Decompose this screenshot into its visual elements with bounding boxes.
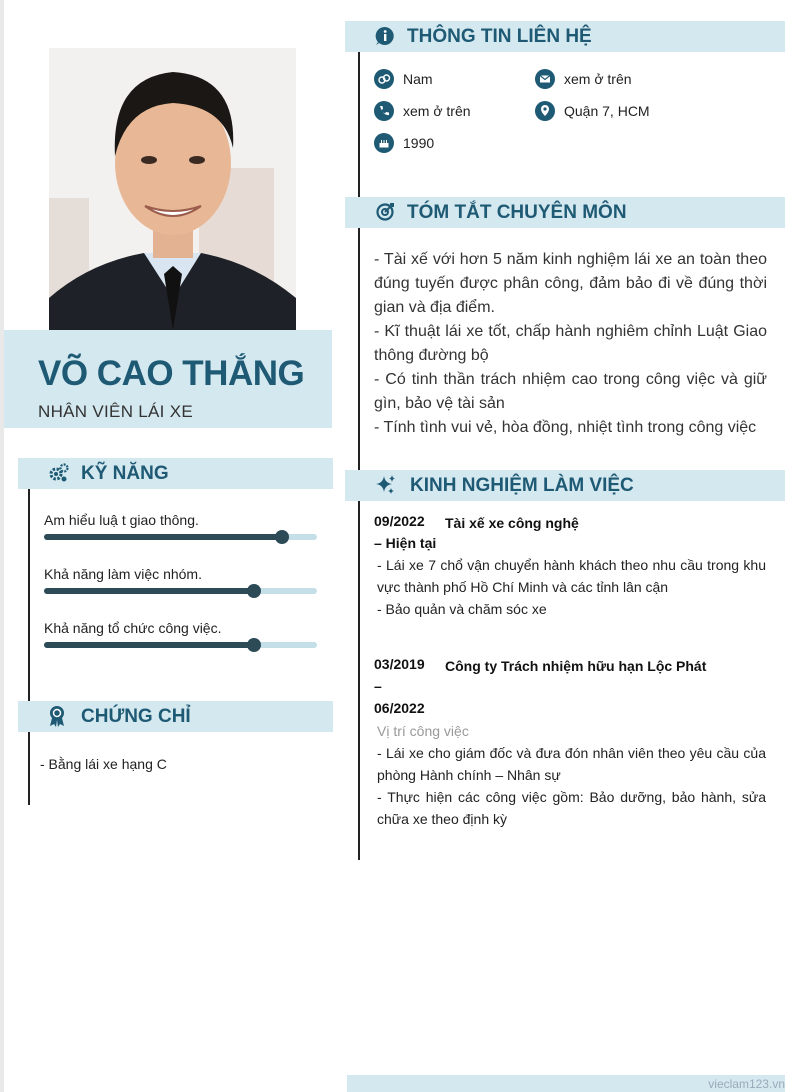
award-icon (48, 705, 66, 727)
skill-label: Khả năng làm việc nhóm. (44, 566, 202, 582)
skill-bar-fill (44, 534, 282, 540)
skill-label: Am hiểu luậ t giao thông. (44, 512, 199, 528)
job-company: Tài xế xe công nghệ (445, 515, 579, 531)
skill-bar (44, 642, 317, 648)
job-description (377, 742, 766, 830)
job-company: Công ty Trách nhiệm hữu hạn Lộc Phát (445, 658, 707, 674)
contact-email: xem ở trên (564, 71, 632, 87)
summary-heading: TÓM TẮT CHUYÊN MÔN (407, 202, 627, 223)
skill-bar-knob (247, 638, 261, 652)
job-date-dash: – (374, 678, 382, 694)
job-description-line: - Thực hiện các công việc gồm: Bảo dưỡng, bảo hành, sửa chữa xe theo định kỳ (377, 789, 766, 827)
job-description-line: - Lái xe cho giám đốc và đưa đón nhân viên theo yêu cầu của phòng Hành chính – Nhân sự (377, 745, 766, 783)
job-start-date: 03/2019 (374, 656, 425, 672)
job-role: Vị trí công việc (377, 723, 469, 739)
location-icon (535, 101, 555, 121)
skills-divider (28, 489, 30, 701)
gears-icon (48, 463, 70, 483)
resume-page (4, 0, 785, 1092)
watermark: vieclam123.vn (708, 1077, 785, 1091)
summary-text (374, 248, 767, 440)
skills-heading: KỸ NĂNG (81, 463, 169, 484)
phone-icon (374, 101, 394, 121)
contact-phone: xem ở trên (403, 103, 471, 119)
job-title: NHÂN VIÊN LÁI XE (38, 402, 194, 421)
skill-bar (44, 534, 317, 540)
contact-gender: Nam (403, 71, 433, 87)
experience-heading: KINH NGHIỆM LÀM VIỆC (410, 475, 634, 496)
job-description-line: - Lái xe 7 chổ vận chuyển hành khách theo nhu cầu trong khu vực thành phố Hồ Chí Minh và các tỉnh lân cận (377, 557, 766, 595)
profile-photo (49, 48, 296, 330)
certificate-item: - Bằng lái xe hạng C (40, 756, 167, 772)
contact-heading: THÔNG TIN LIÊN HỆ (407, 26, 592, 47)
contact-divider (358, 52, 360, 197)
summary-line: - Kĩ thuật lái xe tốt, chấp hành nghiêm chỉnh Luật Giao thông đường bộ (374, 323, 767, 364)
email-icon (535, 69, 555, 89)
summary-line: - Tính tình vui vẻ, hòa đồng, nhiệt tình trong công việc (374, 419, 757, 436)
certificates-divider (28, 732, 30, 805)
contact-birth-year: 1990 (403, 135, 435, 151)
certificates-heading: CHỨNG CHỈ (81, 706, 191, 727)
skill-bar-fill (44, 588, 254, 594)
skill-label: Khả năng tổ chức công việc. (44, 620, 222, 636)
summary-divider (358, 228, 360, 470)
gender-icon (374, 69, 394, 89)
skill-bar-fill (44, 642, 254, 648)
job-description (377, 554, 766, 620)
skill-bar-knob (275, 530, 289, 544)
birthday-cake-icon (374, 133, 394, 153)
info-icon (375, 26, 395, 46)
job-end-date: – Hiện tại (374, 535, 437, 551)
target-icon (375, 202, 395, 222)
summary-line: - Có tinh thần trách nhiệm cao trong công việc và giữ gìn, bảo vệ tài sản (374, 371, 767, 412)
candidate-name: VÕ CAO THẮNG (38, 354, 305, 393)
job-start-date: 09/2022 (374, 513, 425, 529)
job-description-line: - Bảo quản và chăm sóc xe (377, 601, 547, 617)
skill-bar (44, 588, 317, 594)
sparkle-icon (375, 474, 397, 496)
summary-line: - Tài xế với hơn 5 năm kinh nghiệm lái xe an toàn theo đúng tuyến được phân công, đảm bảo đi về đúng thời gian và địa điểm. (374, 251, 767, 316)
skill-bar-knob (247, 584, 261, 598)
experience-divider (358, 501, 360, 860)
job-end-date: 06/2022 (374, 700, 425, 716)
contact-address: Quận 7, HCM (564, 103, 650, 119)
